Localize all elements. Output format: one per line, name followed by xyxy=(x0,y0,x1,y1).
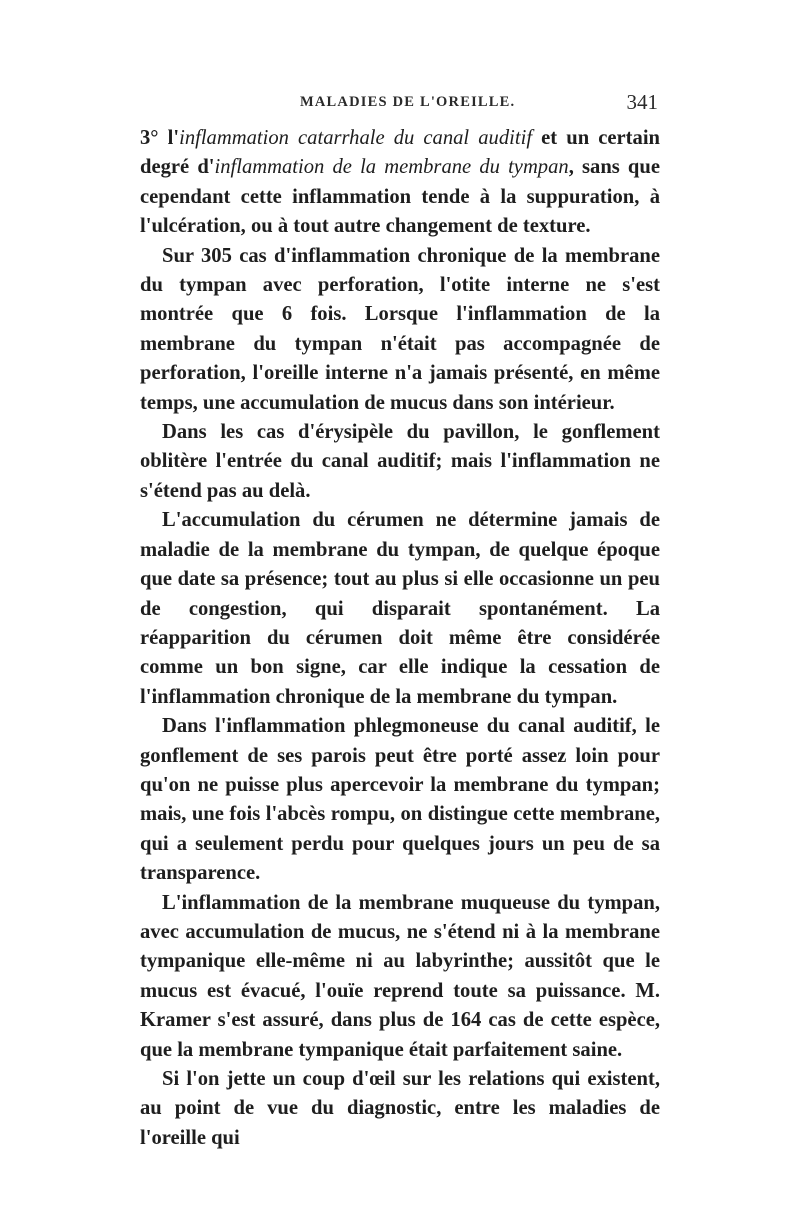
page-number: 341 xyxy=(626,90,658,114)
paragraph-1-prefix: 3° l' xyxy=(140,127,180,149)
paragraph-7: Si l'on jette un coup d'œil sur les relations qui existent, au point de vue du diagnostic, entre les maladies de l'oreille qui xyxy=(140,1068,660,1149)
paragraph-1-italic-membrane: inflammation de la membrane du tympan xyxy=(214,156,569,179)
paragraph-2: Sur 305 cas d'inflammation chronique de la membrane du tympan avec perforation, l'otite interne ne s'est montrée que 6 fois. Lorsque l'inflammation de la membrane du tympan n'était pas accompagnée de perforation, l'oreille interne n'a jamais présenté, en même temps, une accumulation de mucus dans son intérieur. xyxy=(140,244,660,414)
book-page xyxy=(140,90,661,1153)
paragraph-1-rest: , sans que cependant cette inflammation tende à la suppuration, à l'ulcération, ou à tout autre changement de texture. xyxy=(140,156,660,238)
paragraph-5: Dans l'inflammation phlegmoneuse du canal auditif, le gonflement de ses parois peut être porté assez loin pour qu'on ne puisse plus apercevoir la membrane du tympan; mais, une fois l'abcès rompu, on distingue cette membrane, qui a seulement perdu pour quelques jours un peu de sa transparence. xyxy=(140,715,660,885)
running-head xyxy=(140,90,660,124)
paragraph-1-mid: et un certain degré d' xyxy=(140,127,661,179)
paragraph-4: L'accumulation du cérumen ne détermine jamais de maladie de la membrane du tympan, de quelque époque que date sa présence; tout au plus si elle occasionne un peu de congestion, qui disparait spontanément. La réapparition du cérumen doit même être considérée comme un bon signe, car elle indique la cessation de l'inflammation chronique de la membrane du tympan. xyxy=(140,509,660,708)
paragraph-1-italic-canal: inflammation catarrhale du canal auditif xyxy=(179,127,533,149)
paragraph-6: L'inflammation de la membrane muqueuse du tympan, avec accumulation de mucus, ne s'étend ni à la membrane tympanique elle-même ni au labyrinthe; aussitôt que le mucus est évacué, l'ouïe reprend toute sa puissance. M. Kramer s'est assuré, dans plus de 164 cas de cette espèce, que la membrane tympanique était parfaitement saine. xyxy=(140,891,660,1061)
running-title: MALADIES DE L'OREILLE. xyxy=(300,94,516,110)
paragraph-1 xyxy=(140,124,660,242)
body-text xyxy=(140,124,660,1153)
paragraph-3: Dans les cas d'érysipèle du pavillon, le gonflement oblitère l'entrée du canal auditif; mais l'inflammation ne s'étend pas au delà. xyxy=(140,421,660,502)
